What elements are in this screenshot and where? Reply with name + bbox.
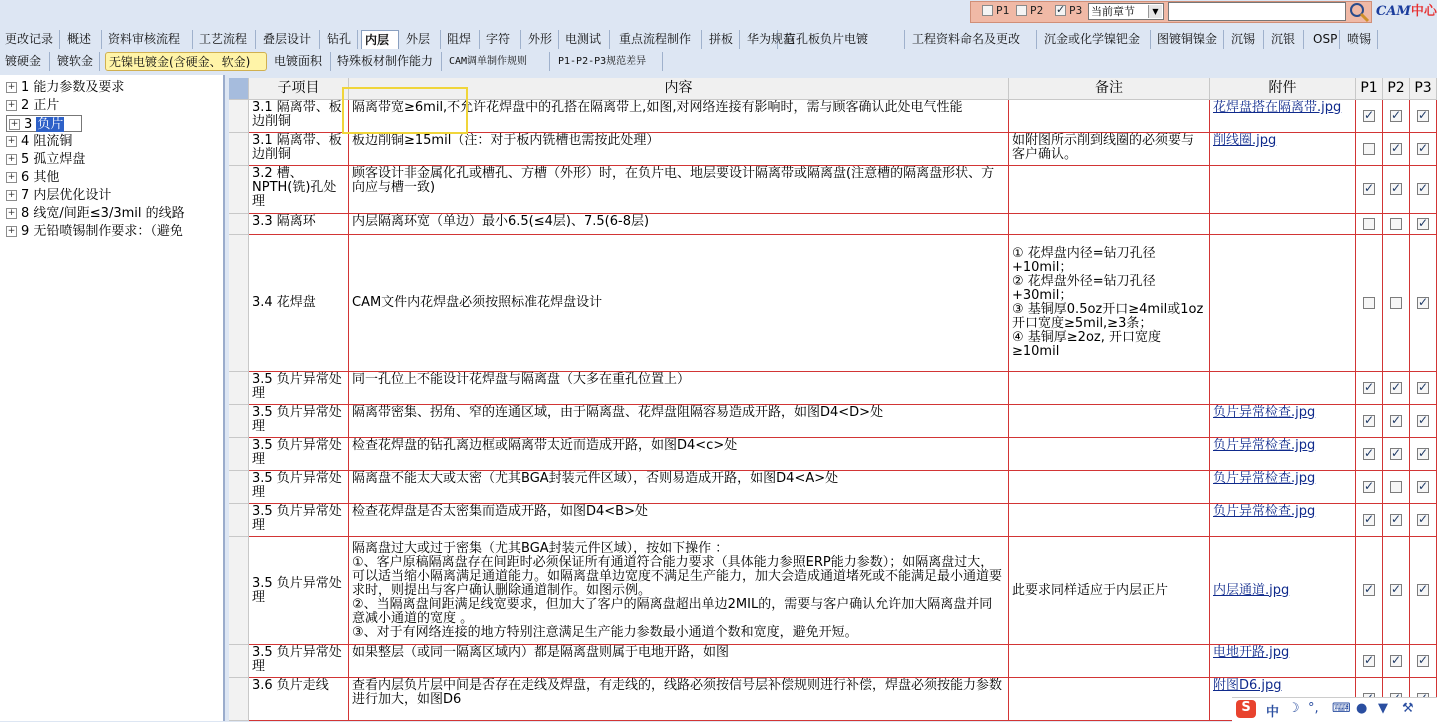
cell-sub — [249, 405, 349, 438]
cell-p2 — [1383, 405, 1410, 438]
cell-sub-text: 3.5 负片异常处理 — [252, 471, 342, 500]
p2-checkbox[interactable] — [1390, 448, 1402, 460]
table-row — [229, 100, 1437, 133]
tree-item-label: 线宽/间距≤3/3mil 的线路 — [33, 206, 185, 221]
cell-p3 — [1410, 537, 1437, 645]
expand-icon[interactable]: + — [7, 154, 16, 164]
p3-checkbox[interactable] — [1417, 514, 1429, 526]
cell-p1 — [1356, 166, 1383, 214]
keyboard-icon[interactable]: ⌨ — [1332, 701, 1351, 716]
cell-content-text: 隔离盘过大或过于密集（尤其BGA封装元件区域），按如下操作 ： ①、客户原稿隔离盘存在间距时必须保证所有通道符合能力要求（具体能力参照ERP能力参数）；如隔离盘过大，可以适当缩小隔离满足通道能力。如隔离盘单边宽度不满足生产能力，加大会造成通道堵死或不能满足最小通道要求时，则提出与客户确认删除通道制作。如图示例。 ②、当隔离盘间距满足线宽要求，但加大了客户的隔离盘超出单边2MIL的，需要与客户确认允许加大隔离盘并同意减小通道的宽度 。 ③、对于有网络连接的地方特别注意满足生产能力参数最小通道个数和宽度，避免开短。 — [352, 540, 1003, 640]
cell-remark — [1009, 372, 1210, 405]
row-selector[interactable] — [229, 100, 249, 133]
tab-4[interactable]: 叠层设计 — [260, 30, 320, 49]
row-selector[interactable] — [229, 214, 249, 235]
attachment-link[interactable]: 负片异常检查.jpg — [1213, 438, 1316, 453]
p3-checkbox[interactable] — [1417, 448, 1429, 460]
p3-checkbox[interactable] — [1417, 584, 1429, 596]
cell-content-text: 检查花焊盘的钻孔离边框或隔离带太近而造成开路，如图D4<c>处 — [352, 438, 738, 453]
tree-item-1[interactable] — [6, 79, 124, 96]
cell-attach — [1210, 235, 1356, 372]
tree-item-label: 内层优化设计 — [33, 188, 112, 203]
row-selector[interactable] — [229, 504, 249, 537]
cell-p3 — [1410, 166, 1437, 214]
cell-p3 — [1410, 133, 1437, 166]
cell-p2 — [1383, 438, 1410, 471]
cell-p1 — [1356, 504, 1383, 537]
cell-remark — [1009, 645, 1210, 678]
p2-checkbox[interactable] — [1390, 415, 1402, 427]
attachment-link[interactable]: 负片异常检查.jpg — [1213, 405, 1316, 420]
cell-sub-text: 3.5 负片异常处理 — [252, 405, 342, 434]
tab-12[interactable]: 重点流程制作 — [616, 30, 702, 49]
row-selector[interactable] — [229, 166, 249, 214]
cell-content — [349, 214, 1009, 235]
expand-icon[interactable]: + — [7, 226, 16, 236]
tab-16[interactable]: 工程资料命名及更改 — [909, 30, 1037, 49]
p2-checkbox[interactable] — [1390, 143, 1402, 155]
tree-item-number: 4 — [21, 134, 34, 149]
cell-p1 — [1356, 471, 1383, 504]
cell-p2 — [1383, 133, 1410, 166]
shirt-icon[interactable]: ▼ — [1378, 701, 1388, 716]
p3-checkbox[interactable] — [1417, 481, 1429, 493]
cell-p1 — [1356, 100, 1383, 133]
cell-sub-text: 3.5 负片异常处理 — [252, 645, 342, 674]
p3-checkbox[interactable] — [1417, 415, 1429, 427]
tab-21[interactable]: OSP — [1310, 30, 1340, 49]
cell-remark — [1009, 166, 1210, 214]
table-row — [229, 537, 1437, 645]
cell-p3 — [1410, 214, 1437, 235]
cell-p2 — [1383, 166, 1410, 214]
table-row — [229, 235, 1437, 372]
p3-checkbox[interactable] — [1417, 143, 1429, 155]
cell-content-text: 隔离带密集、拐角、窄的连通区域，由于隔离盘、花焊盘阻隔容易造成开路，如图D4<D>处 — [352, 405, 884, 420]
cell-remark-text: ① 花焊盘内径=钻刀孔径+10mil； ② 花焊盘外径=钻刀孔径+30mil； ③ 基铜厚0.5oz开口≥4mil或1oz开口宽度≥5mil,≥3条； ④ 基铜厚≥2oz, 开口宽度≥10mil — [1012, 246, 1204, 359]
cell-content-text: 板边削铜≥15mil（注：对于板内铣槽也需按此处理） — [352, 133, 660, 148]
p1-checkbox[interactable] — [1363, 584, 1375, 596]
cell-sub-text: 3.2 槽、NPTH(铣)孔处理 — [252, 166, 337, 209]
tab-2[interactable]: 资料审核流程 — [105, 30, 193, 49]
table-row — [229, 405, 1437, 438]
cell-sub — [249, 645, 349, 678]
p1-checkbox[interactable] — [1363, 297, 1375, 309]
cell-p1 — [1356, 537, 1383, 645]
cell-sub-text: 3.5 负片异常处理 — [252, 438, 342, 467]
p1-checkbox[interactable] — [1363, 481, 1375, 493]
cell-sub-text: 3.4 花焊盘 — [252, 295, 316, 310]
cell-content-text: 检查花焊盘是否太密集而造成开路，如图D4<B>处 — [352, 504, 648, 519]
chevron-down-icon: ▼ — [1148, 5, 1162, 18]
table-row — [229, 438, 1437, 471]
cell-content — [349, 438, 1009, 471]
attachment-link[interactable]: 花焊盘搭在隔离带.jpg — [1213, 100, 1342, 115]
cell-p3 — [1410, 100, 1437, 133]
tree-item-number: 2 — [21, 98, 34, 113]
p1-checkbox[interactable] — [1363, 415, 1375, 427]
cell-sub — [249, 504, 349, 537]
cell-sub — [249, 471, 349, 504]
cell-content — [349, 504, 1009, 537]
tree-item-label: 阻流铜 — [33, 134, 73, 149]
cell-p2 — [1383, 214, 1410, 235]
tree-item-label: 能力参数及要求 — [33, 80, 125, 95]
cell-attach — [1210, 100, 1356, 133]
table-row — [229, 471, 1437, 504]
cell-content-text: 隔离盘不能太大或太密（尤其BGA封装元件区域），否则易造成开路，如图D4<A>处 — [352, 471, 839, 486]
tree-item-label: 其他 — [33, 170, 60, 185]
p3-checkbox[interactable] — [1417, 183, 1429, 195]
cell-sub — [249, 678, 349, 721]
table-header — [229, 78, 1437, 100]
p2-checkbox[interactable] — [1390, 382, 1402, 394]
row-selector[interactable] — [229, 133, 249, 166]
row-selector[interactable] — [229, 537, 249, 645]
tab-1[interactable]: 概述 — [64, 30, 102, 49]
row-selector[interactable] — [229, 438, 249, 471]
p3-filter-checkbox[interactable] — [1055, 5, 1066, 16]
cell-sub — [249, 166, 349, 214]
cell-p1 — [1356, 645, 1383, 678]
tree-item-number: 9 — [21, 224, 34, 239]
cell-remark — [1009, 438, 1210, 471]
tab-3[interactable]: 工艺流程 — [196, 30, 256, 49]
tab-0[interactable]: 更改记录 — [2, 30, 60, 49]
expand-icon[interactable]: + — [7, 100, 16, 110]
tab-8[interactable]: 阻焊 — [444, 30, 480, 49]
row-selector[interactable] — [229, 645, 249, 678]
p1-checkbox[interactable] — [1363, 183, 1375, 195]
cell-p1 — [1356, 372, 1383, 405]
column-header-content: 内容 — [349, 78, 1009, 100]
tree-item-7[interactable] — [6, 187, 111, 204]
cell-attach — [1210, 214, 1356, 235]
cell-p2 — [1383, 504, 1410, 537]
user-icon[interactable]: ● — [1356, 701, 1368, 716]
row-selector[interactable] — [229, 372, 249, 405]
tree-item-6[interactable] — [6, 169, 59, 186]
tab2-2[interactable]: 无镍电镀金(含硬金、软金) — [105, 52, 267, 71]
cell-content — [349, 537, 1009, 645]
scope-select-value: 当前章节 — [1091, 5, 1135, 18]
cell-content — [349, 471, 1009, 504]
cell-sub — [249, 100, 349, 133]
cell-p1 — [1356, 235, 1383, 372]
row-selector[interactable] — [229, 678, 249, 721]
top-bar — [0, 0, 1437, 30]
tree-item-label: 孤立焊盘 — [33, 152, 86, 167]
attachment-link[interactable]: 附图D6.jpg — [1213, 678, 1282, 693]
attachment-link[interactable]: 内层通道.jpg — [1213, 582, 1290, 598]
cell-remark — [1009, 537, 1210, 645]
cell-sub — [249, 537, 349, 645]
cell-p2 — [1383, 235, 1410, 372]
tab2-3[interactable]: 电镀面积 — [271, 52, 331, 71]
cell-content-text: 隔离带宽≥6mil,不允许花焊盘中的孔搭在隔离带上,如图,对网络连接有影响时，需与顾客确认此处电气性能 — [352, 100, 963, 115]
cell-content — [349, 235, 1009, 372]
row-selector[interactable] — [229, 471, 249, 504]
table-row — [229, 645, 1437, 678]
tree-item-4[interactable] — [6, 133, 72, 150]
p2-checkbox[interactable] — [1390, 218, 1402, 230]
cell-attach — [1210, 438, 1356, 471]
tree-item-number: 7 — [21, 188, 34, 203]
tab-17[interactable]: 沉金或化学镍钯金 — [1041, 30, 1151, 49]
p3-checkbox[interactable] — [1417, 382, 1429, 394]
cell-sub — [249, 235, 349, 372]
app-logo: CAM中心 — [1376, 4, 1437, 19]
tree-item-2[interactable] — [6, 97, 59, 114]
search-input[interactable] — [1168, 2, 1346, 21]
table-row — [229, 166, 1437, 214]
ime-toolbar — [1232, 697, 1437, 722]
row-selector[interactable] — [229, 405, 249, 438]
tab2-5[interactable]: CAM调单制作规则 — [446, 52, 550, 71]
ime-language-toggle[interactable]: 中 — [1266, 705, 1280, 720]
expand-icon[interactable]: + — [7, 172, 16, 182]
cell-content — [349, 405, 1009, 438]
column-header-p3: P3 — [1410, 78, 1437, 100]
spec-table — [229, 78, 1437, 721]
cell-content — [349, 100, 1009, 133]
tab-14[interactable]: 华为规范 — [744, 30, 778, 49]
cell-remark — [1009, 214, 1210, 235]
expand-icon[interactable]: + — [7, 136, 16, 146]
cell-attach — [1210, 405, 1356, 438]
cell-p3 — [1410, 504, 1437, 537]
cell-attach — [1210, 372, 1356, 405]
cell-content — [349, 166, 1009, 214]
tab-11[interactable]: 电测试 — [562, 30, 610, 49]
tab2-1[interactable]: 镀软金 — [54, 52, 100, 71]
p3-checkbox[interactable] — [1417, 655, 1429, 667]
search-icon — [1347, 1, 1371, 23]
tab-20[interactable]: 沉银 — [1268, 30, 1304, 49]
cell-p2 — [1383, 537, 1410, 645]
tree-item-label: 负片 — [37, 117, 64, 132]
tree-item-5[interactable] — [6, 151, 85, 168]
p1-checkbox[interactable] — [1363, 218, 1375, 230]
select-all-corner[interactable] — [229, 78, 249, 100]
cell-content-text: 查看内层负片层中间是否存在走线及焊盘，有走线的，线路必须按信号层补偿规则进行补偿，焊盘必须按能力参数进行加大，如图D6 — [352, 678, 1003, 707]
table-row — [229, 133, 1437, 166]
p2-checkbox[interactable] — [1390, 481, 1402, 493]
tree-item-label: 无铅喷锡制作要求：（避免 — [33, 224, 183, 239]
p2-checkbox[interactable] — [1390, 584, 1402, 596]
tab2-6[interactable]: P1-P2-P3规范差异 — [555, 52, 663, 71]
cell-remark — [1009, 504, 1210, 537]
tab-7[interactable]: 外层 — [403, 30, 441, 49]
table-row — [229, 504, 1437, 537]
cell-sub-text: 3.5 负片异常处理 — [252, 504, 342, 533]
table-row — [229, 372, 1437, 405]
tree-item-label: 正片 — [33, 98, 60, 113]
cell-remark — [1009, 471, 1210, 504]
cell-p1 — [1356, 438, 1383, 471]
p3-filter-label: P3 — [1069, 4, 1083, 17]
tab-13[interactable]: 拼板 — [706, 30, 740, 49]
tree-item-number: 3 — [24, 117, 37, 132]
cell-sub-text: 3.6 负片走线 — [252, 678, 329, 693]
cell-p3 — [1410, 645, 1437, 678]
tab-19[interactable]: 沉锡 — [1228, 30, 1264, 49]
p1-checkbox[interactable] — [1363, 382, 1375, 394]
cell-p2 — [1383, 372, 1410, 405]
column-header-attach: 附件 — [1210, 78, 1356, 100]
attachment-link[interactable]: 负片异常检查.jpg — [1213, 504, 1316, 519]
p2-filter-checkbox[interactable] — [1016, 5, 1027, 16]
cell-remark — [1009, 235, 1210, 372]
cell-remark — [1009, 678, 1210, 721]
cell-attach — [1210, 645, 1356, 678]
cell-content-text: 内层隔离环宽（单边）最小6.5(≤4层)、7.5(6-8层) — [352, 214, 650, 229]
cell-remark — [1009, 405, 1210, 438]
p3-checkbox[interactable] — [1417, 218, 1429, 230]
cell-p2 — [1383, 645, 1410, 678]
tree-item-number: 1 — [21, 80, 34, 95]
tab2-0[interactable]: 镀硬金 — [2, 52, 50, 71]
p2-checkbox[interactable] — [1390, 183, 1402, 195]
search-button[interactable] — [1347, 1, 1371, 23]
p1-checkbox[interactable] — [1363, 514, 1375, 526]
cell-remark — [1009, 133, 1210, 166]
cell-p3 — [1410, 438, 1437, 471]
cell-content-text: 如果整层（或同一隔离区域内）都是隔离盘则属于电地开路，如图 — [352, 645, 730, 660]
ime-logo-icon[interactable]: S — [1236, 700, 1256, 718]
tree-item-9[interactable] — [6, 223, 183, 240]
scope-select[interactable] — [1088, 3, 1164, 20]
cell-p3 — [1410, 471, 1437, 504]
cell-p2 — [1383, 100, 1410, 133]
cell-attach — [1210, 166, 1356, 214]
cell-sub — [249, 214, 349, 235]
column-header-p2: P2 — [1383, 78, 1410, 100]
tab2-4[interactable]: 特殊板材制作能力 — [334, 52, 442, 71]
chapter-tree — [0, 75, 225, 721]
tree-item-8[interactable] — [6, 205, 185, 222]
cell-remark — [1009, 100, 1210, 133]
cell-remark-text: 如附图所示削到线圈的必须要与客户确认。 — [1012, 133, 1195, 162]
tab-10[interactable]: 外形 — [525, 30, 559, 49]
cell-content — [349, 645, 1009, 678]
cell-sub-text: 3.5 负片异常处理 — [252, 575, 342, 605]
cell-attach — [1210, 537, 1356, 645]
attachment-link[interactable]: 负片异常检查.jpg — [1213, 471, 1316, 486]
tab-5[interactable]: 钻孔 — [324, 30, 358, 49]
cell-p2 — [1383, 471, 1410, 504]
p1-checkbox[interactable] — [1363, 448, 1375, 460]
cell-p3 — [1410, 405, 1437, 438]
cell-p1 — [1356, 405, 1383, 438]
expand-icon[interactable]: + — [7, 190, 16, 200]
table-row — [229, 214, 1437, 235]
expand-icon[interactable]: + — [7, 82, 16, 92]
cell-p3 — [1410, 372, 1437, 405]
punctuation-icon[interactable]: °, — [1308, 701, 1319, 716]
wrench-icon[interactable]: ⚒ — [1402, 701, 1414, 716]
column-header-sub: 子项目 — [249, 78, 349, 100]
cell-sub — [249, 133, 349, 166]
p3-checkbox[interactable] — [1417, 297, 1429, 309]
cell-content-text: CAM文件内花焊盘必须按照标准花焊盘设计 — [352, 295, 603, 310]
expand-icon[interactable]: + — [10, 119, 19, 129]
tab-22[interactable]: 喷锡 — [1344, 30, 1378, 49]
p2-checkbox[interactable] — [1390, 655, 1402, 667]
tree-item-3[interactable] — [6, 115, 82, 132]
tree-item-number: 8 — [21, 206, 34, 221]
tab-6[interactable]: 内层 — [361, 30, 399, 49]
p1-filter-checkbox[interactable] — [982, 5, 993, 16]
row-selector[interactable] — [229, 235, 249, 372]
tree-item-number: 6 — [21, 170, 34, 185]
p2-checkbox[interactable] — [1390, 514, 1402, 526]
p1-checkbox[interactable] — [1363, 110, 1375, 122]
cell-sub-text: 3.1 隔离带、板边削铜 — [252, 133, 342, 162]
attachment-link[interactable]: 电地开路.jpg — [1213, 645, 1290, 660]
cell-sub-text: 3.1 隔离带、板边削铜 — [252, 100, 342, 129]
p1-filter-label: P1 — [996, 4, 1010, 17]
moon-icon[interactable]: ☽ — [1288, 701, 1300, 716]
p1-checkbox[interactable] — [1363, 143, 1375, 155]
cell-content — [349, 133, 1009, 166]
column-header-p1: P1 — [1356, 78, 1383, 100]
tree-item-number: 5 — [21, 152, 34, 167]
cell-attach — [1210, 133, 1356, 166]
cell-content — [349, 372, 1009, 405]
p2-checkbox[interactable] — [1390, 110, 1402, 122]
cell-p3 — [1410, 235, 1437, 372]
tab-9[interactable]: 字符 — [483, 30, 521, 49]
column-header-remark: 备注 — [1009, 78, 1210, 100]
p2-checkbox[interactable] — [1390, 297, 1402, 309]
cell-sub — [249, 438, 349, 471]
p3-checkbox[interactable] — [1417, 110, 1429, 122]
cell-remark-text: 此要求同样适应于内层正片 — [1012, 582, 1169, 598]
tab-18[interactable]: 图镀铜镍金 — [1154, 30, 1224, 49]
p1-checkbox[interactable] — [1363, 655, 1375, 667]
cell-sub-text: 3.5 负片异常处理 — [252, 372, 342, 401]
tab-15[interactable]: 盲孔板负片电镀 — [781, 30, 905, 49]
expand-icon[interactable]: + — [7, 208, 16, 218]
cell-sub — [249, 372, 349, 405]
p2-filter-label: P2 — [1030, 4, 1044, 17]
cell-attach — [1210, 504, 1356, 537]
cell-sub-text: 3.3 隔离环 — [252, 214, 316, 229]
cell-p1 — [1356, 214, 1383, 235]
cell-content — [349, 678, 1009, 721]
cell-p1 — [1356, 133, 1383, 166]
attachment-link[interactable]: 削线圈.jpg — [1213, 133, 1277, 148]
cell-content-text: 顾客设计非金属化孔或槽孔、方槽（外形）时，在负片电、地层要设计隔离带或隔离盘(注意槽的隔离盘形状、方向应与槽一致) — [352, 166, 995, 195]
cell-attach — [1210, 471, 1356, 504]
cell-content-text: 同一孔位上不能设计花焊盘与隔离盘（大多在重孔位置上） — [352, 372, 691, 387]
